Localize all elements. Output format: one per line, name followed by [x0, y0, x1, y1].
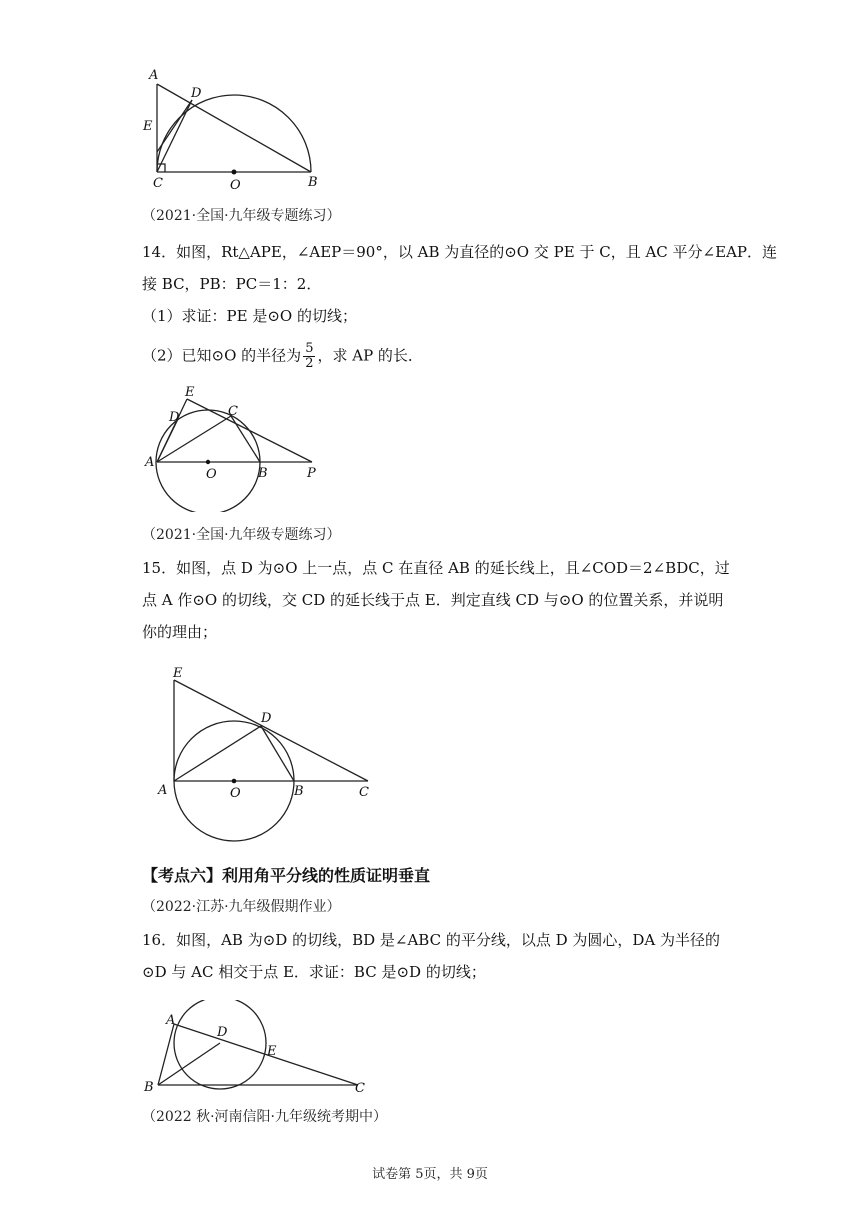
- label-e: E: [173, 666, 183, 681]
- label-a: A: [158, 783, 168, 798]
- label-c: C: [153, 176, 163, 191]
- section-heading: 【考点六】利用角平分线的性质证明垂直: [142, 866, 431, 885]
- label-p: P: [307, 466, 316, 481]
- page-footer: 试卷第 5页，共 9页: [372, 1167, 488, 1182]
- q14-part2: [142, 342, 423, 371]
- label-d: D: [217, 1025, 228, 1040]
- label-d: D: [169, 410, 180, 425]
- label-c: C: [359, 785, 369, 800]
- figure-q13: [140, 62, 330, 194]
- label-o: O: [230, 786, 241, 801]
- label-a: A: [166, 1013, 176, 1028]
- source-q16: （2022·江苏·九年级假期作业）: [142, 899, 341, 915]
- q16-line1: 16．如图，AB 为⊙D 的切线，BD 是∠ABC 的平分线，以点 D 为圆心，DA 为半径的: [142, 931, 721, 949]
- label-b: B: [144, 1080, 154, 1095]
- fraction-denominator: 2: [305, 356, 314, 371]
- q14-line2: 接 BC，PB：PC＝1：2．: [142, 275, 322, 293]
- label-a: A: [145, 455, 155, 470]
- label-e: E: [185, 385, 195, 400]
- source-q14: （2021·全国·九年级专题练习）: [142, 527, 341, 543]
- label-a: A: [149, 68, 159, 83]
- figure-q16: [140, 1000, 380, 1100]
- q15-line1: 15．如图，点 D 为⊙O 上一点，点 C 在直径 AB 的延长线上，且∠COD＝2∠BDC，过: [142, 559, 730, 577]
- figure-q15: [150, 662, 390, 847]
- label-c: C: [355, 1081, 365, 1096]
- q14-part2-pre: （2）已知⊙O 的半径为: [142, 346, 302, 365]
- label-d: D: [261, 711, 272, 726]
- q14-part2-post: ，求 AP 的长．: [317, 346, 423, 365]
- label-b: B: [308, 175, 318, 190]
- label-b: B: [294, 784, 304, 799]
- label-e: E: [267, 1044, 277, 1059]
- source-q13: （2021·全国·九年级专题练习）: [142, 208, 341, 224]
- q16-line2: ⊙D 与 AC 相交于点 E．求证：BC 是⊙D 的切线；: [142, 963, 486, 981]
- label-b: B: [258, 466, 268, 481]
- q14-part1: （1）求证：PE 是⊙O 的切线；: [142, 307, 357, 325]
- label-e: E: [143, 119, 153, 134]
- figure-q14: [140, 382, 330, 512]
- label-o: O: [206, 467, 217, 482]
- label-d: D: [191, 86, 202, 101]
- q15-line2: 点 A 作⊙O 的切线，交 CD 的延长线于点 E．判定直线 CD 与⊙O 的位置关系，并说明: [142, 591, 724, 609]
- label-o: O: [230, 178, 241, 193]
- fraction-numerator: 5: [305, 341, 314, 356]
- source-q17: （2022 秋·河南信阳·九年级统考期中）: [142, 1109, 387, 1125]
- q14-line1: 14．如图，Rt△APE，∠AEP＝90°，以 AB 为直径的⊙O 交 PE 于 C，且 AC 平分∠EAP．连: [142, 243, 777, 261]
- q15-line3: 你的理由；: [142, 623, 218, 641]
- fraction-radius: [303, 342, 315, 371]
- label-c: C: [228, 404, 238, 419]
